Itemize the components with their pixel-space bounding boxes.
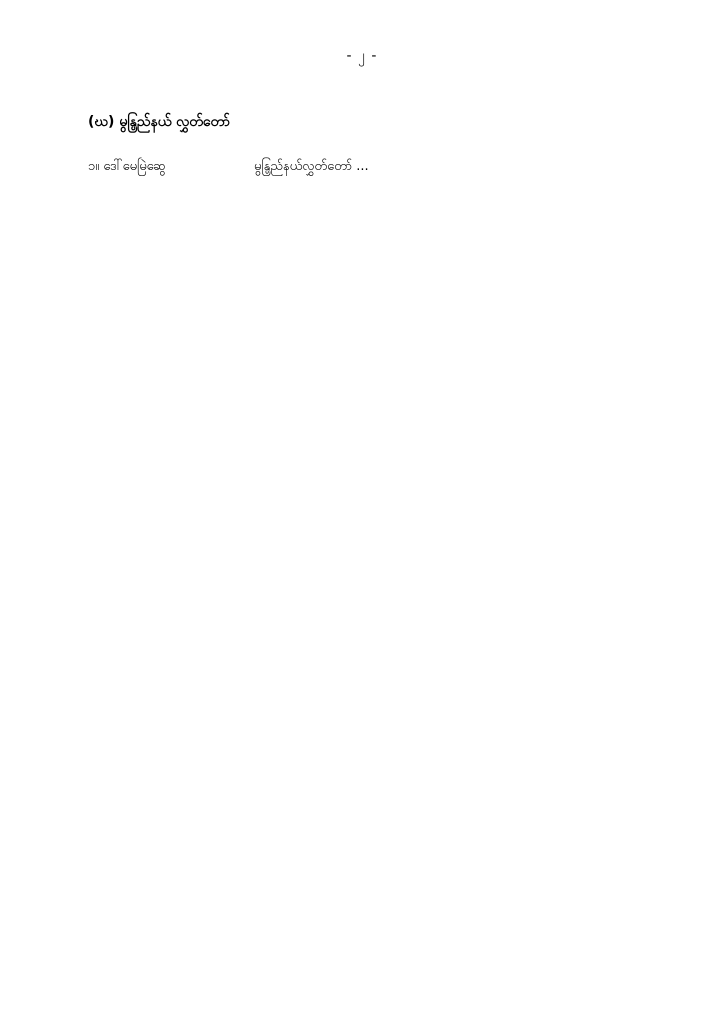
section-mon-region [88, 112, 688, 178]
page-number: - ၂ - [346, 48, 378, 64]
member-name: ၁။ ဒေါ်မေမြဲဆွေ [88, 159, 166, 174]
section-kayin-state [88, 348, 688, 372]
member-list [88, 156, 688, 178]
section-heading: (ဃ) မွန္ပြည်နယ် လွှတ်တော် [88, 114, 230, 130]
member-row [88, 156, 688, 178]
member-constituency: မွန္ပြည်နယ်လွှတ်တော် ... [254, 159, 369, 174]
section-magway-region [88, 262, 688, 286]
